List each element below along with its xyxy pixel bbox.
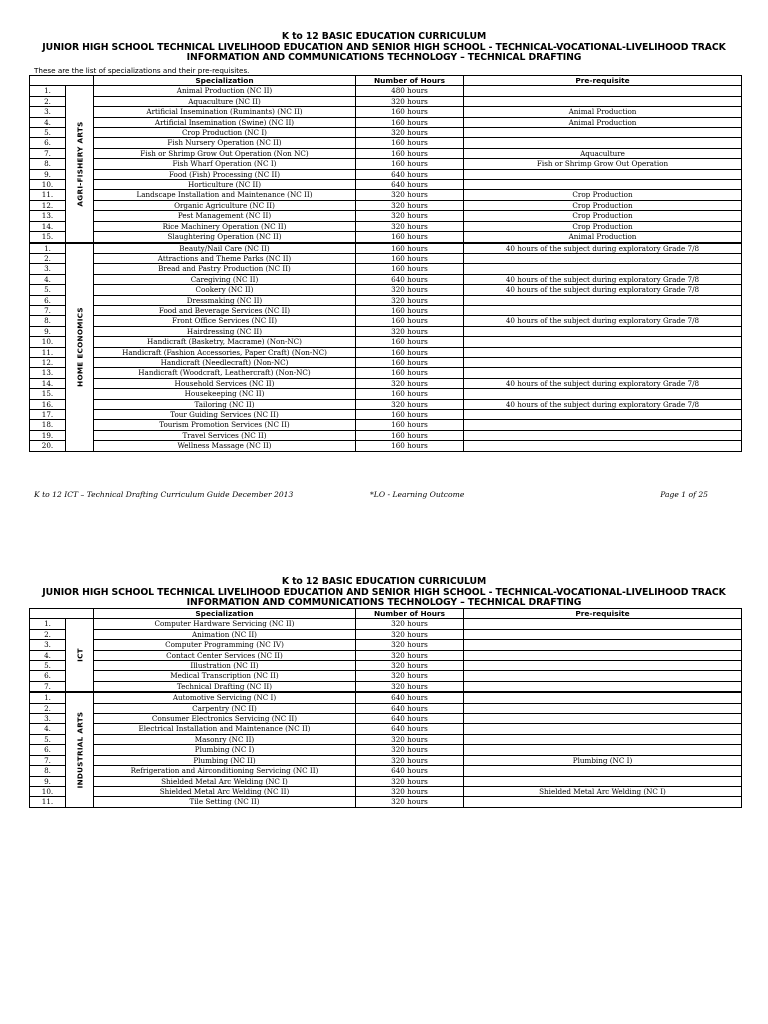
hours-value: 160 hours [356, 243, 464, 254]
hours-value: 320 hours [356, 681, 464, 692]
hours-value: 320 hours [356, 640, 464, 650]
row-number: 6. [30, 671, 66, 681]
row-number: 10. [30, 337, 66, 347]
row-number: 1. [30, 243, 66, 254]
row-number: 11. [30, 797, 66, 807]
hours-value: 160 hours [356, 159, 464, 169]
hours-value: 320 hours [356, 650, 464, 660]
specialization-name: Travel Services (NC II) [94, 430, 356, 440]
specialization-name: Tailoring (NC II) [94, 399, 356, 409]
prerequisite-value: Animal Production [464, 117, 742, 127]
specialization-name: Food (Fish) Processing (NC II) [94, 169, 356, 179]
table-row [30, 420, 742, 430]
header-line-2: JUNIOR HIGH SCHOOL TECHNICAL LIVELIHOOD EDUCATION AND SENIOR HIGH SCHOOL - TECHNICAL-VOCATIONAL-LIVELIHOOD TRACK [42, 586, 726, 598]
prerequisite-value [464, 671, 742, 681]
prerequisite-value [464, 96, 742, 106]
hours-value: 320 hours [356, 399, 464, 409]
row-number: 12. [30, 200, 66, 210]
table-row [30, 285, 742, 295]
prerequisite-value [464, 420, 742, 430]
table-row [30, 211, 742, 221]
hours-value: 160 hours [356, 430, 464, 440]
hours-value: 320 hours [356, 786, 464, 796]
footer-guide-title: K to 12 ICT – Technical Drafting Curriculum Guide December 2013 [34, 490, 294, 499]
prerequisite-value [464, 776, 742, 786]
prerequisite-value [464, 724, 742, 734]
prerequisite-value [464, 357, 742, 367]
specialization-name: Animation (NC II) [94, 629, 356, 639]
table-row [30, 430, 742, 440]
specialization-name: Artificial Insemination (Ruminants) (NC II) [94, 107, 356, 117]
hours-value: 160 hours [356, 441, 464, 451]
prerequisite-value [464, 337, 742, 347]
row-number: 19. [30, 430, 66, 440]
specialization-name: Handicraft (Basketry, Macrame) (Non-NC) [94, 337, 356, 347]
row-number: 7. [30, 148, 66, 158]
table-row [30, 86, 742, 96]
prerequisite-value: 40 hours of the subject during exploratory Grade 7/8 [464, 243, 742, 254]
specialization-name: Plumbing (NC II) [94, 755, 356, 765]
table-row [30, 326, 742, 336]
row-number: 9. [30, 776, 66, 786]
prerequisite-value: Crop Production [464, 200, 742, 210]
prerequisite-value [464, 305, 742, 315]
row-number: 13. [30, 211, 66, 221]
specialization-name: Contact Center Services (NC II) [94, 650, 356, 660]
category-label: HOME ECONOMICS [74, 307, 84, 387]
column-header-hours: Number of Hours [356, 609, 464, 619]
intro-text: These are the list of specializations and their pre-requisites. [34, 66, 250, 75]
category-cell [66, 86, 94, 243]
table-row [30, 107, 742, 117]
table-row [30, 797, 742, 807]
specialization-name: Slaughtering Operation (NC II) [94, 232, 356, 243]
row-number: 6. [30, 295, 66, 305]
hours-value: 160 hours [356, 253, 464, 263]
table-row [30, 169, 742, 179]
table-row [30, 734, 742, 744]
hours-value: 160 hours [356, 420, 464, 430]
footer-lo-note: *LO - Learning Outcome [370, 490, 465, 499]
prerequisite-value [464, 703, 742, 713]
prerequisite-value [464, 138, 742, 148]
hours-value: 320 hours [356, 211, 464, 221]
row-number: 6. [30, 745, 66, 755]
prerequisite-value: 40 hours of the subject during exploratory Grade 7/8 [464, 399, 742, 409]
row-number: 3. [30, 107, 66, 117]
prerequisite-value: Crop Production [464, 190, 742, 200]
specialization-name: Cookery (NC II) [94, 285, 356, 295]
row-number: 12. [30, 357, 66, 367]
prerequisite-value [464, 169, 742, 179]
row-number: 15. [30, 389, 66, 399]
specialization-name: Electrical Installation and Maintenance (NC II) [94, 724, 356, 734]
specialization-name: Front Office Services (NC II) [94, 316, 356, 326]
hours-value: 640 hours [356, 724, 464, 734]
table-row [30, 305, 742, 315]
prerequisite-value: Crop Production [464, 211, 742, 221]
row-number: 5. [30, 734, 66, 744]
specialization-name: Tourism Promotion Services (NC II) [94, 420, 356, 430]
hours-value: 320 hours [356, 797, 464, 807]
row-number: 17. [30, 410, 66, 420]
column-header-hours: Number of Hours [356, 76, 464, 86]
prerequisite-value [464, 640, 742, 650]
hours-value: 320 hours [356, 734, 464, 744]
table-row [30, 681, 742, 692]
prerequisite-value [464, 347, 742, 357]
row-number: 4. [30, 274, 66, 284]
specialization-table-1 [29, 75, 742, 452]
table-row [30, 96, 742, 106]
header-spacer [30, 609, 94, 619]
column-header-prerequisite: Pre-requisite [464, 609, 742, 619]
table-row [30, 786, 742, 796]
category-cell [66, 243, 94, 452]
row-number: 14. [30, 221, 66, 231]
specialization-name: Shielded Metal Arc Welding (NC I) [94, 776, 356, 786]
row-number: 11. [30, 347, 66, 357]
prerequisite-value [464, 295, 742, 305]
specialization-name: Dressmaking (NC II) [94, 295, 356, 305]
specialization-name: Horticulture (NC II) [94, 180, 356, 190]
prerequisite-value: Aquaculture [464, 148, 742, 158]
specialization-name: Pest Management (NC II) [94, 211, 356, 221]
specialization-name: Medical Transcription (NC II) [94, 671, 356, 681]
table-row [30, 264, 742, 274]
table-row [30, 640, 742, 650]
table-row [30, 650, 742, 660]
header-line-3: INFORMATION AND COMMUNICATIONS TECHNOLOGY – TECHNICAL DRAFTING [186, 597, 582, 609]
row-number: 5. [30, 128, 66, 138]
row-number: 5. [30, 661, 66, 671]
specialization-name: Animal Production (NC II) [94, 86, 356, 96]
specialization-name: Rice Machinery Operation (NC II) [94, 221, 356, 231]
hours-value: 320 hours [356, 200, 464, 210]
prerequisite-value: 40 hours of the subject during exploratory Grade 7/8 [464, 378, 742, 388]
table-row [30, 295, 742, 305]
row-number: 4. [30, 724, 66, 734]
table-row [30, 221, 742, 231]
specialization-name: Shielded Metal Arc Welding (NC II) [94, 786, 356, 796]
document-header [0, 32, 768, 64]
table-row [30, 378, 742, 388]
specialization-name: Fish Wharf Operation (NC I) [94, 159, 356, 169]
prerequisite-value [464, 410, 742, 420]
row-number: 7. [30, 681, 66, 692]
row-number: 9. [30, 326, 66, 336]
table-row [30, 190, 742, 200]
hours-value: 640 hours [356, 274, 464, 284]
table-row [30, 629, 742, 639]
specialization-name: Attractions and Theme Parks (NC II) [94, 253, 356, 263]
table-header-row [30, 76, 742, 86]
row-number: 3. [30, 714, 66, 724]
prerequisite-value [464, 86, 742, 96]
specialization-name: Tile Setting (NC II) [94, 797, 356, 807]
prerequisite-value [464, 264, 742, 274]
hours-value: 320 hours [356, 629, 464, 639]
row-number: 15. [30, 232, 66, 243]
table-row [30, 410, 742, 420]
prerequisite-value [464, 389, 742, 399]
table-row [30, 159, 742, 169]
table-row [30, 692, 742, 703]
prerequisite-value: Fish or Shrimp Grow Out Operation [464, 159, 742, 169]
hours-value: 320 hours [356, 755, 464, 765]
prerequisite-value [464, 661, 742, 671]
prerequisite-value [464, 681, 742, 692]
row-number: 10. [30, 786, 66, 796]
prerequisite-value: Animal Production [464, 232, 742, 243]
hours-value: 320 hours [356, 190, 464, 200]
row-number: 2. [30, 96, 66, 106]
row-number: 4. [30, 650, 66, 660]
hours-value: 160 hours [356, 347, 464, 357]
table-row [30, 661, 742, 671]
prerequisite-value [464, 368, 742, 378]
hours-value: 160 hours [356, 410, 464, 420]
prerequisite-value [464, 441, 742, 451]
row-number: 3. [30, 264, 66, 274]
specialization-name: Food and Beverage Services (NC II) [94, 305, 356, 315]
table-header-row [30, 609, 742, 619]
row-number: 2. [30, 253, 66, 263]
specialization-name: Housekeeping (NC II) [94, 389, 356, 399]
row-number: 10. [30, 180, 66, 190]
prerequisite-value: 40 hours of the subject during exploratory Grade 7/8 [464, 316, 742, 326]
specialization-name: Hairdressing (NC II) [94, 326, 356, 336]
specialization-name: Wellness Massage (NC II) [94, 441, 356, 451]
hours-value: 160 hours [356, 232, 464, 243]
table-row [30, 337, 742, 347]
hours-value: 320 hours [356, 326, 464, 336]
table-row [30, 232, 742, 243]
row-number: 2. [30, 703, 66, 713]
table-row [30, 357, 742, 367]
row-number: 20. [30, 441, 66, 451]
row-number: 8. [30, 159, 66, 169]
hours-value: 160 hours [356, 138, 464, 148]
table-row [30, 776, 742, 786]
table-row [30, 703, 742, 713]
hours-value: 480 hours [356, 86, 464, 96]
specialization-name: Plumbing (NC I) [94, 745, 356, 755]
row-number: 11. [30, 190, 66, 200]
table-row [30, 128, 742, 138]
hours-value: 160 hours [356, 337, 464, 347]
specialization-name: Caregiving (NC II) [94, 274, 356, 284]
category-label: AGRI-FISHERY ARTS [74, 121, 84, 207]
table-row [30, 724, 742, 734]
hours-value: 320 hours [356, 745, 464, 755]
category-label: INDUSTRIAL ARTS [74, 711, 84, 789]
header-spacer [30, 76, 94, 86]
row-number: 1. [30, 692, 66, 703]
row-number: 18. [30, 420, 66, 430]
table-row [30, 316, 742, 326]
row-number: 13. [30, 368, 66, 378]
prerequisite-value: 40 hours of the subject during exploratory Grade 7/8 [464, 285, 742, 295]
row-number: 3. [30, 640, 66, 650]
table-row [30, 243, 742, 254]
hours-value: 160 hours [356, 316, 464, 326]
specialization-table-2 [29, 608, 742, 808]
prerequisite-value [464, 629, 742, 639]
hours-value: 640 hours [356, 714, 464, 724]
specialization-name: Masonry (NC II) [94, 734, 356, 744]
specialization-name: Handicraft (Fashion Accessories, Paper Craft) (Non-NC) [94, 347, 356, 357]
table-row [30, 755, 742, 765]
prerequisite-value [464, 253, 742, 263]
footer-page-number: Page 1 of 25 [660, 490, 708, 499]
specialization-name: Computer Hardware Servicing (NC II) [94, 619, 356, 629]
table-row [30, 671, 742, 681]
specialization-name: Handicraft (Woodcraft, Leathercraft) (Non-NC) [94, 368, 356, 378]
hours-value: 320 hours [356, 96, 464, 106]
row-number: 6. [30, 138, 66, 148]
table-row [30, 200, 742, 210]
table-row [30, 441, 742, 451]
hours-value: 160 hours [356, 368, 464, 378]
hours-value: 160 hours [356, 305, 464, 315]
row-number: 8. [30, 316, 66, 326]
hours-value: 160 hours [356, 117, 464, 127]
specialization-name: Automotive Servicing (NC I) [94, 692, 356, 703]
prerequisite-value [464, 128, 742, 138]
specialization-name: Fish Nursery Operation (NC II) [94, 138, 356, 148]
row-number: 9. [30, 169, 66, 179]
specialization-name: Organic Agriculture (NC II) [94, 200, 356, 210]
hours-value: 160 hours [356, 264, 464, 274]
specialization-name: Beauty/Nail Care (NC II) [94, 243, 356, 254]
hours-value: 320 hours [356, 295, 464, 305]
hours-value: 160 hours [356, 107, 464, 117]
specialization-name: Handicraft (Needlecraft) (Non-NC) [94, 357, 356, 367]
specialization-name: Consumer Electronics Servicing (NC II) [94, 714, 356, 724]
hours-value: 160 hours [356, 148, 464, 158]
prerequisite-value: 40 hours of the subject during exploratory Grade 7/8 [464, 274, 742, 284]
row-number: 14. [30, 378, 66, 388]
prerequisite-value [464, 692, 742, 703]
prerequisite-value [464, 326, 742, 336]
header-line-3: INFORMATION AND COMMUNICATIONS TECHNOLOGY – TECHNICAL DRAFTING [186, 52, 582, 64]
category-cell [66, 619, 94, 692]
hours-value: 320 hours [356, 671, 464, 681]
specialization-name: Bread and Pastry Production (NC II) [94, 264, 356, 274]
prerequisite-value [464, 734, 742, 744]
header-line-1: K to 12 BASIC EDUCATION CURRICULUM [281, 576, 487, 587]
row-number: 7. [30, 305, 66, 315]
table-row [30, 117, 742, 127]
prerequisite-value: Animal Production [464, 107, 742, 117]
row-number: 7. [30, 755, 66, 765]
prerequisite-value [464, 714, 742, 724]
hours-value: 160 hours [356, 357, 464, 367]
hours-value: 640 hours [356, 180, 464, 190]
hours-value: 320 hours [356, 378, 464, 388]
prerequisite-value [464, 745, 742, 755]
row-number: 2. [30, 629, 66, 639]
prerequisite-value [464, 180, 742, 190]
specialization-name: Landscape Installation and Maintenance (NC II) [94, 190, 356, 200]
page-2 [0, 512, 768, 1024]
hours-value: 320 hours [356, 128, 464, 138]
row-number: 1. [30, 619, 66, 629]
specialization-name: Refrigeration and Airconditioning Servicing (NC II) [94, 766, 356, 776]
prerequisite-value: Crop Production [464, 221, 742, 231]
specialization-name: Computer Programming (NC IV) [94, 640, 356, 650]
header-line-1: K to 12 BASIC EDUCATION CURRICULUM [281, 31, 487, 42]
specialization-name: Household Services (NC II) [94, 378, 356, 388]
table-row [30, 274, 742, 284]
hours-value: 640 hours [356, 692, 464, 703]
table-row [30, 619, 742, 629]
prerequisite-value [464, 650, 742, 660]
specialization-name: Artificial Insemination (Swine) (NC II) [94, 117, 356, 127]
document-header-2 [0, 577, 768, 609]
specialization-name: Crop Production (NC I) [94, 128, 356, 138]
hours-value: 640 hours [356, 703, 464, 713]
row-number: 1. [30, 86, 66, 96]
column-header-specialization: Specialization [94, 76, 356, 86]
table-row [30, 347, 742, 357]
specialization-name: Illustration (NC II) [94, 661, 356, 671]
hours-value: 320 hours [356, 285, 464, 295]
specialization-name: Carpentry (NC II) [94, 703, 356, 713]
table-row [30, 745, 742, 755]
prerequisite-value [464, 797, 742, 807]
row-number: 4. [30, 117, 66, 127]
hours-value: 320 hours [356, 776, 464, 786]
prerequisite-value [464, 430, 742, 440]
row-number: 16. [30, 399, 66, 409]
table-row [30, 148, 742, 158]
column-header-specialization: Specialization [94, 609, 356, 619]
hours-value: 320 hours [356, 619, 464, 629]
hours-value: 320 hours [356, 221, 464, 231]
hours-value: 160 hours [356, 389, 464, 399]
table-row [30, 399, 742, 409]
category-cell [66, 692, 94, 807]
prerequisite-value: Shielded Metal Arc Welding (NC I) [464, 786, 742, 796]
hours-value: 320 hours [356, 661, 464, 671]
prerequisite-value [464, 619, 742, 629]
table-row [30, 253, 742, 263]
table-row [30, 389, 742, 399]
hours-value: 640 hours [356, 169, 464, 179]
column-header-prerequisite: Pre-requisite [464, 76, 742, 86]
header-line-2: JUNIOR HIGH SCHOOL TECHNICAL LIVELIHOOD EDUCATION AND SENIOR HIGH SCHOOL - TECHNICAL-VOCATIONAL-LIVELIHOOD TRACK [42, 41, 726, 53]
row-number: 8. [30, 766, 66, 776]
table-row [30, 766, 742, 776]
table-row [30, 714, 742, 724]
hours-value: 640 hours [356, 766, 464, 776]
specialization-name: Technical Drafting (NC II) [94, 681, 356, 692]
row-number: 5. [30, 285, 66, 295]
table-row [30, 180, 742, 190]
prerequisite-value [464, 766, 742, 776]
specialization-name: Fish or Shrimp Grow Out Operation (Non NC) [94, 148, 356, 158]
category-label: ICT [74, 648, 84, 663]
specialization-name: Aquaculture (NC II) [94, 96, 356, 106]
table-row [30, 368, 742, 378]
specialization-name: Tour Guiding Services (NC II) [94, 410, 356, 420]
prerequisite-value: Plumbing (NC I) [464, 755, 742, 765]
table-row [30, 138, 742, 148]
